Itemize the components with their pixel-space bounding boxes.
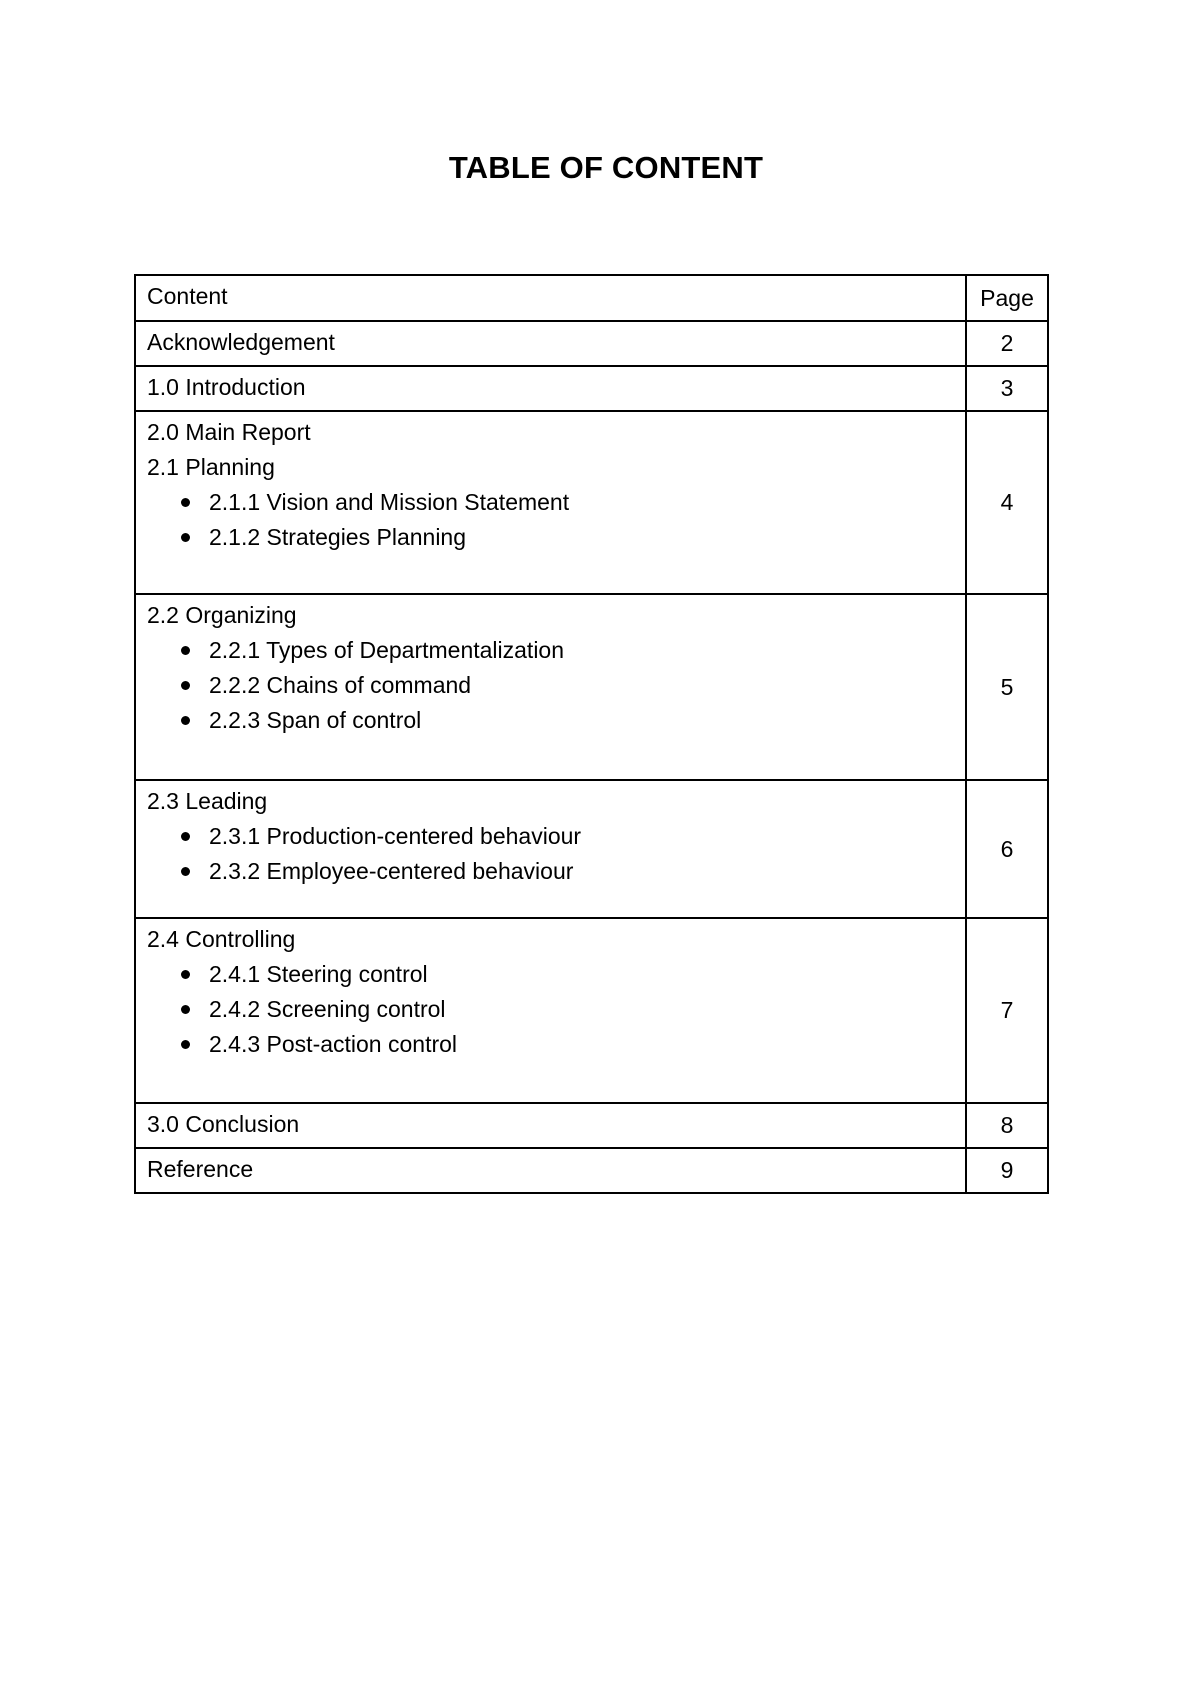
page-number: 3 xyxy=(966,366,1048,411)
page-number: 6 xyxy=(966,780,1048,918)
table-header-row xyxy=(135,275,1048,321)
toc-entry xyxy=(135,594,966,780)
page-number: 9 xyxy=(966,1148,1048,1193)
list-item: 2.4.2 Screening control xyxy=(209,992,954,1027)
toc-entry xyxy=(135,918,966,1103)
list-item: 2.1.1 Vision and Mission Statement xyxy=(209,485,954,520)
table-row xyxy=(135,1148,1048,1193)
list-item: 2.3.2 Employee-centered behaviour xyxy=(209,854,954,889)
page-number: 8 xyxy=(966,1103,1048,1148)
list-item: 2.2.2 Chains of command xyxy=(209,668,954,703)
page-title: TABLE OF CONTENT xyxy=(448,150,764,185)
section-heading: Acknowledgement xyxy=(147,329,335,355)
section-heading: 1.0 Introduction xyxy=(147,374,306,400)
toc-entry xyxy=(135,321,966,366)
page-number: 2 xyxy=(966,321,1048,366)
page-number: 5 xyxy=(966,594,1048,780)
section-heading: 2.0 Main Report xyxy=(147,419,311,445)
list-item: 2.3.1 Production-centered behaviour xyxy=(209,819,954,854)
table-row xyxy=(135,411,1048,594)
section-heading: 2.4 Controlling xyxy=(147,926,296,952)
list-item: 2.2.1 Types of Departmentalization xyxy=(209,633,954,668)
section-heading: 2.1 Planning xyxy=(147,454,275,480)
list-item: 2.2.3 Span of control xyxy=(209,703,954,738)
toc-entry xyxy=(135,1103,966,1148)
section-heading: 2.2 Organizing xyxy=(147,602,297,628)
table-row xyxy=(135,780,1048,918)
table-row xyxy=(135,1103,1048,1148)
content-column-header: Content xyxy=(135,275,966,321)
toc-entry xyxy=(135,1148,966,1193)
page-number: 4 xyxy=(966,411,1048,594)
list-item: 2.4.3 Post-action control xyxy=(209,1027,954,1062)
page-number: 7 xyxy=(966,918,1048,1103)
table-row xyxy=(135,918,1048,1103)
table-of-content xyxy=(134,274,1049,1194)
page-column-header: Page xyxy=(966,275,1048,321)
subsection-list xyxy=(147,819,954,889)
subsection-list xyxy=(147,633,954,738)
section-heading: Reference xyxy=(147,1156,254,1182)
section-heading: 3.0 Conclusion xyxy=(147,1111,300,1137)
table-row xyxy=(135,366,1048,411)
list-item: 2.4.1 Steering control xyxy=(209,957,954,992)
list-item: 2.1.2 Strategies Planning xyxy=(209,520,954,555)
section-heading: 2.3 Leading xyxy=(147,788,268,814)
toc-entry xyxy=(135,780,966,918)
subsection-list xyxy=(147,957,954,1062)
toc-entry xyxy=(135,411,966,594)
subsection-list xyxy=(147,485,954,555)
table-row xyxy=(135,321,1048,366)
toc-entry xyxy=(135,366,966,411)
table-row xyxy=(135,594,1048,780)
